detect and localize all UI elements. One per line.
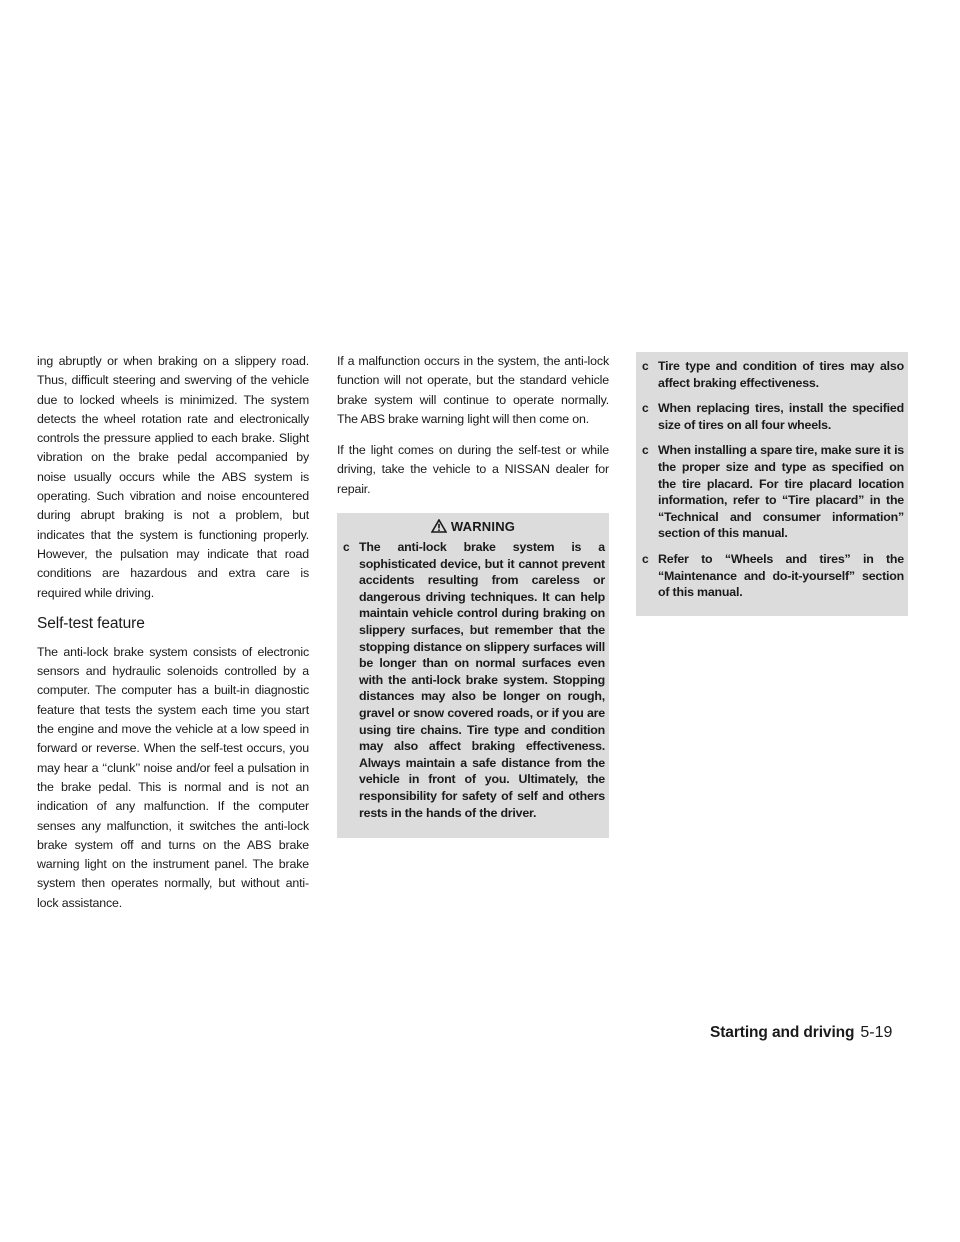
column-1 xyxy=(37,352,309,925)
column-2 xyxy=(337,352,609,838)
warning-box-continued xyxy=(636,352,908,616)
column-3 xyxy=(636,352,908,616)
paragraph-malfunction: If a malfunction occurs in the system, the anti-lock function will not operate, but the standard vehicle brake system will continue to operate normally. The ABS brake warning light will then come on. xyxy=(337,354,609,426)
bullet-c-icon: c xyxy=(642,401,649,416)
warning-bullet: c Tire type and condition of tires may also affect braking effectiveness. xyxy=(642,359,904,390)
warning-triangle-icon xyxy=(431,519,447,533)
warning-bullet: c Refer to “Wheels and tires” in the “Maintenance and do-it-yourself” section of this manual. xyxy=(642,551,904,600)
footer-section-title: Starting and driving xyxy=(710,1024,855,1041)
paragraph-abs-operation: ing abruptly or when braking on a slippery road. Thus, difficult steering and swerving of the vehicle due to locked wheels is minimized. The system detects the wheel rotation rate and electronically controls the pressure applied to each brake. Slight vibration on the brake pedal accompanied by noise usually occurs while the ABS system is operating. Such vibration and noise encountered during abrupt braking is not a problem, but indicates that the system is functioning properly. However, the pulsation may indicate that road conditions are hazardous and extra care is required while driving. xyxy=(37,354,309,600)
warning-title: WARNING xyxy=(450,518,516,534)
section-heading-self-test: Self-test feature xyxy=(37,614,145,632)
bullet-c-icon: c xyxy=(642,359,649,373)
warning-box xyxy=(337,513,609,838)
bullet-c-icon: c xyxy=(642,551,649,566)
paragraph-self-test: The anti-lock brake system consists of electronic sensors and hydraulic solenoids controlled by a computer. The computer has a built-in diagnostic feature that tests the system each time you start the engine and move the vehicle at a low speed in forward or reverse. When the self-test occurs, you may hear a ‘‘clunk’’ noise and/or feel a pulsation in the brake pedal. This is normal and is not an indication of any malfunction. If the computer senses any malfunction, it switches the anti-lock brake system off and turns on the ABS brake warning light on the instrument panel. The brake system then operates normally, but without anti-lock assistance. xyxy=(37,644,309,910)
bullet-c-icon: c xyxy=(343,540,350,555)
warning-header xyxy=(341,513,605,539)
warning-bullet: c When installing a spare tire, make sure it is the proper size and type as specified on the tire placard. For tire placard location information, refer to “Tire placard” in the “Technical and consumer information” section of this manual. xyxy=(642,443,904,541)
warning-bullet: c The anti-lock brake system is a sophisticated device, but it cannot prevent accidents resulting from careless or dangerous driving techniques. It can help maintain vehicle control during braking on slippery surfaces, but remember that the stopping distance on slippery surfaces will be longer than on normal surfaces even with the anti-lock brake system. Stopping distances may also be longer on rough, gravel or snow covered roads, or if you are using tire chains. Tire type and condition may also affect braking effectiveness. Always maintain a safe distance from the vehicle in front of you. Ultimately, the responsibility for safety of self and others rests in the hands of the driver. xyxy=(343,540,605,820)
warning-bullet: c When replacing tires, install the specified size of tires on all four wheels. xyxy=(642,401,904,432)
page-number: 5-19 xyxy=(860,1024,893,1041)
warning-list xyxy=(341,539,605,821)
bullet-c-icon: c xyxy=(642,443,649,458)
page-footer xyxy=(710,1024,892,1042)
paragraph-light-on: If the light comes on during the self-test or while driving, take the vehicle to a NISSAN dealer for repair. xyxy=(337,443,609,496)
warning-list-continued xyxy=(640,358,904,601)
